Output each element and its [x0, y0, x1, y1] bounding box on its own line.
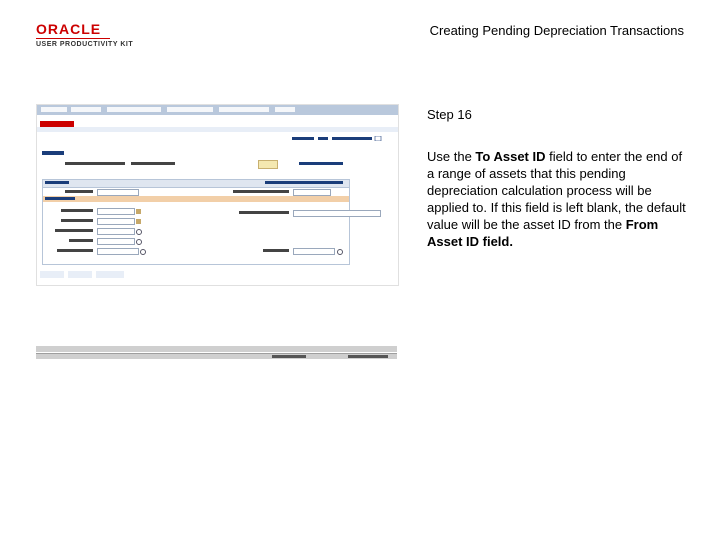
label-graphic [223, 189, 289, 194]
request-id-input[interactable] [97, 189, 139, 196]
trans-date-input[interactable] [97, 208, 135, 215]
document-title: Creating Pending Depreciation Transactions [429, 23, 684, 38]
label-graphic [223, 210, 289, 215]
logo-upk-text: USER PRODUCTIVITY KIT [36, 41, 134, 48]
lookup-icon[interactable] [136, 239, 142, 245]
process-frequency-label [223, 189, 289, 195]
logo-oracle-text: ORACLE [36, 21, 102, 37]
oracle-upk-logo [36, 22, 136, 48]
step-number: Step 16 [427, 107, 472, 122]
breadcrumb-shape [167, 107, 213, 112]
label-graphic [45, 228, 93, 233]
field-label [45, 218, 93, 224]
page-heading-graphic [42, 150, 64, 158]
page-buttons [40, 271, 130, 279]
calendar-icon[interactable] [136, 219, 141, 224]
page-buttons-graphic [40, 271, 130, 278]
favorites-links [292, 136, 382, 142]
field-label [45, 228, 93, 234]
label-graphic [45, 208, 93, 213]
book-name-input[interactable] [97, 238, 135, 245]
calendar-icon[interactable] [136, 209, 141, 214]
field-label [45, 238, 93, 244]
field-label [45, 208, 93, 214]
lookup-icon[interactable] [140, 249, 146, 255]
run-control-graphic [65, 161, 205, 166]
header-nav-links [227, 119, 395, 125]
breadcrumb-shape [107, 107, 161, 112]
field-name-to-asset-id: To Asset ID [475, 149, 546, 164]
header-band [37, 127, 398, 132]
label-graphic [45, 238, 93, 243]
breadcrumb-shape [275, 107, 295, 112]
breadcrumb-shape [71, 107, 101, 112]
from-asset-id-input[interactable] [97, 248, 139, 255]
process-frequency-select[interactable] [293, 189, 331, 196]
label-graphic [45, 189, 93, 194]
favorites-graphic [292, 136, 382, 141]
instruction-text [427, 148, 692, 250]
field-name-from-asset-id: From Asset ID field. [427, 217, 659, 249]
asset-type-select[interactable] [293, 210, 381, 217]
breadcrumb-shape [41, 107, 67, 112]
status-bar-graphic [36, 353, 397, 359]
status-bar [36, 346, 397, 352]
field-label [223, 248, 289, 254]
label-graphic [45, 248, 93, 253]
field-label [223, 210, 289, 216]
tab-header [43, 196, 349, 202]
process-monitor-link[interactable] [299, 161, 343, 167]
lookup-icon[interactable] [337, 249, 343, 255]
accounting-date-input[interactable] [97, 218, 135, 225]
grid-header-graphic [45, 181, 345, 186]
run-button[interactable] [258, 160, 278, 169]
logo-rule [36, 38, 110, 39]
request-panel [42, 187, 350, 265]
instruction-part: Use the [427, 149, 476, 164]
application-screenshot [36, 104, 399, 286]
request-id-label [45, 189, 93, 195]
business-unit-input[interactable] [97, 228, 135, 235]
lookup-icon[interactable] [136, 229, 142, 235]
breadcrumb-bar [37, 105, 398, 115]
breadcrumb-shape [219, 107, 269, 112]
tab-header-graphic [45, 197, 85, 203]
page-heading-bar [42, 150, 64, 156]
label-graphic [223, 248, 289, 253]
process-monitor-graphic [299, 161, 343, 166]
run-control-info [65, 161, 205, 167]
to-asset-id-input[interactable] [293, 248, 335, 255]
instruction-part: field to enter the end of a range of assets that this pending depreciation calculation process will be applied to. If this field is left blank, the default value will be the asset ID from the [427, 149, 686, 232]
label-graphic [45, 218, 93, 223]
field-label [45, 248, 93, 254]
